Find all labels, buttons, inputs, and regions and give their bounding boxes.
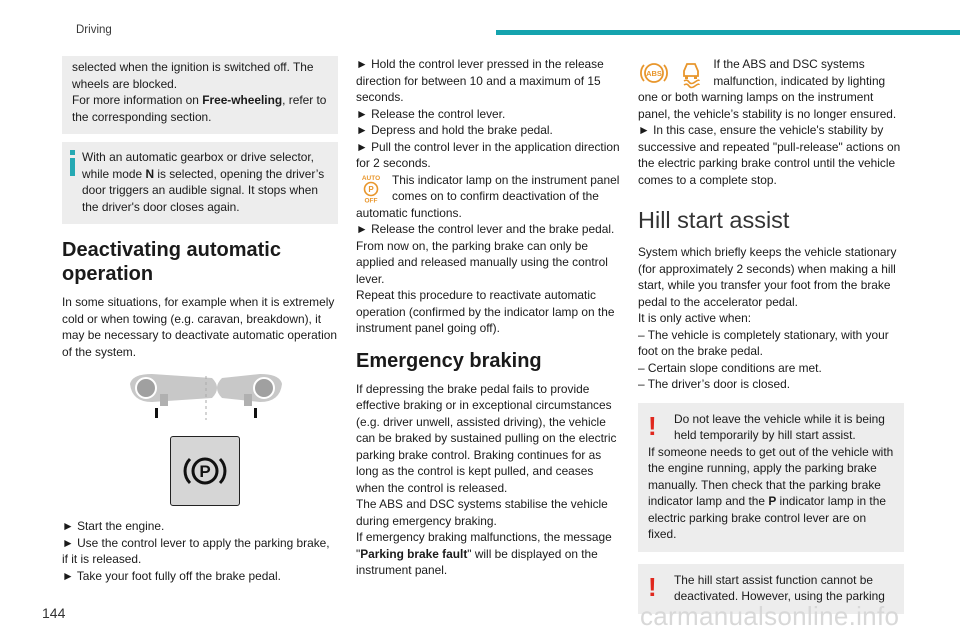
dsc-warning-lamp-icon xyxy=(675,57,707,89)
step-hold-lever: ► Hold the control lever pressed in the release direction for between 10 and a maximum of 15 seconds. xyxy=(356,57,604,104)
abs-dsc-warning-paragraph xyxy=(638,56,904,122)
step-start-engine: ► Start the engine. xyxy=(62,519,165,533)
abs-dsc-step: ► In this case, ensure the vehicle's stability by successive and repeated "pull-release" actions on the electric parking brake control until the vehicle comes to a complete stop. xyxy=(638,123,901,187)
abs-dsc-stabilise-text: The ABS and DSC systems stabilise the vehicle during emergency braking. xyxy=(356,497,608,528)
step-release-lever-pedal: ► Release the control lever and the brake pedal. xyxy=(356,222,615,236)
warning-body-text: If someone needs to get out of the vehicle with the engine running, apply the parking brake manually. Then check that the parking brake indicator lamp and the P indicator lamp in the electric parking brake control lever are on fixed. xyxy=(648,444,894,541)
condition-slope: – Certain slope conditions are met. xyxy=(638,360,822,375)
info-note-text: With an automatic gearbox or drive selector, while mode N is selected, opening the driver’s door triggers an audible signal. It stops when the driver's door closes again. xyxy=(82,150,325,214)
note-line-1: selected when the ignition is switched off. The wheels are blocked. xyxy=(72,60,314,91)
header-section-label: Driving xyxy=(76,24,112,36)
step-pull-lever: ► Pull the control lever in the application direction for 2 seconds. xyxy=(356,139,620,170)
condition-door: – The driver’s door is closed. xyxy=(638,377,791,391)
note-line-2: For more information on Free-wheeling, refer to the corresponding section. xyxy=(72,93,327,124)
svg-text:P: P xyxy=(199,462,211,481)
steering-wheels-icon xyxy=(62,374,338,424)
warning-exclamation-icon: ! xyxy=(648,571,657,602)
auto-p-off-lamp-paragraph xyxy=(356,172,622,222)
column-2 xyxy=(356,56,622,579)
page-number: 144 xyxy=(42,605,66,621)
warning-exclamation-icon: ! xyxy=(648,410,657,441)
parking-brake-control-illustration xyxy=(170,436,240,506)
condition-stationary: – The vehicle is completely stationary, with your foot on the brake pedal. xyxy=(638,327,889,358)
svg-text:ABS: ABS xyxy=(646,69,662,78)
continued-note-box xyxy=(62,56,338,134)
parking-brake-icon xyxy=(182,448,228,494)
section-heading-hill-start: Hill start assist xyxy=(638,207,790,233)
step-apply-brake: ► Use the control lever to apply the parking brake, if it is released. xyxy=(62,535,330,566)
abs-dsc-malfunction-text: If the ABS and DSC systems malfunction, indicated by lighting one or both warning lamps on the instrument panel, the vehicle’s stability is no longer ensured. xyxy=(638,57,897,121)
column-1 xyxy=(62,56,338,584)
svg-text:OFF: OFF xyxy=(364,197,378,203)
hill-start-warning-box xyxy=(638,403,904,552)
auto-p-off-lamp-icon xyxy=(356,173,386,203)
warning-2-text: The hill start assist function cannot be deactivated. However, using the parking xyxy=(674,572,885,603)
manual-only-text: From now on, the parking brake can only be applied and released manually using the control lever. xyxy=(356,238,608,286)
info-note-box xyxy=(62,142,338,224)
deactivating-intro: In some situations, for example when it is extremely cold or when towing (e.g. caravan, breakdown), it may be necessary to deactivate automatic operation of the system. xyxy=(62,295,337,359)
svg-text:P: P xyxy=(368,184,374,194)
hill-start-active-when: It is only active when: xyxy=(638,311,752,325)
info-icon xyxy=(70,150,82,180)
hill-start-description: System which briefly keeps the vehicle stationary (for approximately 2 seconds) when making a hill start, while you transfer your foot from the brake pedal to the accelerator pedal. xyxy=(638,245,897,309)
watermark: carmanualsonline.info xyxy=(640,601,900,631)
column-3 xyxy=(638,56,904,614)
step-release-lever: ► Release the control lever. xyxy=(356,106,506,121)
svg-text:AUTO: AUTO xyxy=(361,174,381,182)
warning-lead-text: Do not leave the vehicle while it is being held temporarily by hill start assist. xyxy=(674,411,885,442)
brake-fault-message-text: If emergency braking malfunctions, the message "Parking brake fault" will be displayed on the instrument panel. xyxy=(356,530,612,577)
lamp-description: This indicator lamp on the instrument panel comes on to confirm deactivation of the automatic functions. xyxy=(356,172,620,220)
abs-warning-lamp-icon xyxy=(638,57,670,89)
reactivate-text: Repeat this procedure to reactivate automatic operation (confirmed by the indicator lamp on the instrument panel going off). xyxy=(356,288,615,335)
header-accent-bar xyxy=(496,30,960,35)
section-heading-emergency-braking: Emergency braking xyxy=(356,349,542,372)
section-heading-deactivating: Deactivating automatic operation xyxy=(62,239,281,285)
emergency-braking-text: If depressing the brake pedal fails to provide effective braking or in exceptional circumstances (e.g. driver unwell, assisted driving), the vehicle can be braked by sustained pulling on the electric parking brake control. Braking continues for as long as the control is kept pulled, and ceases when the control is released. xyxy=(356,381,617,495)
steering-wheel-illustration xyxy=(62,374,338,424)
warning-lamps xyxy=(638,57,709,89)
step-foot-off: ► Take your foot fully off the brake pedal. xyxy=(62,568,281,583)
step-depress-pedal: ► Depress and hold the brake pedal. xyxy=(356,123,553,137)
